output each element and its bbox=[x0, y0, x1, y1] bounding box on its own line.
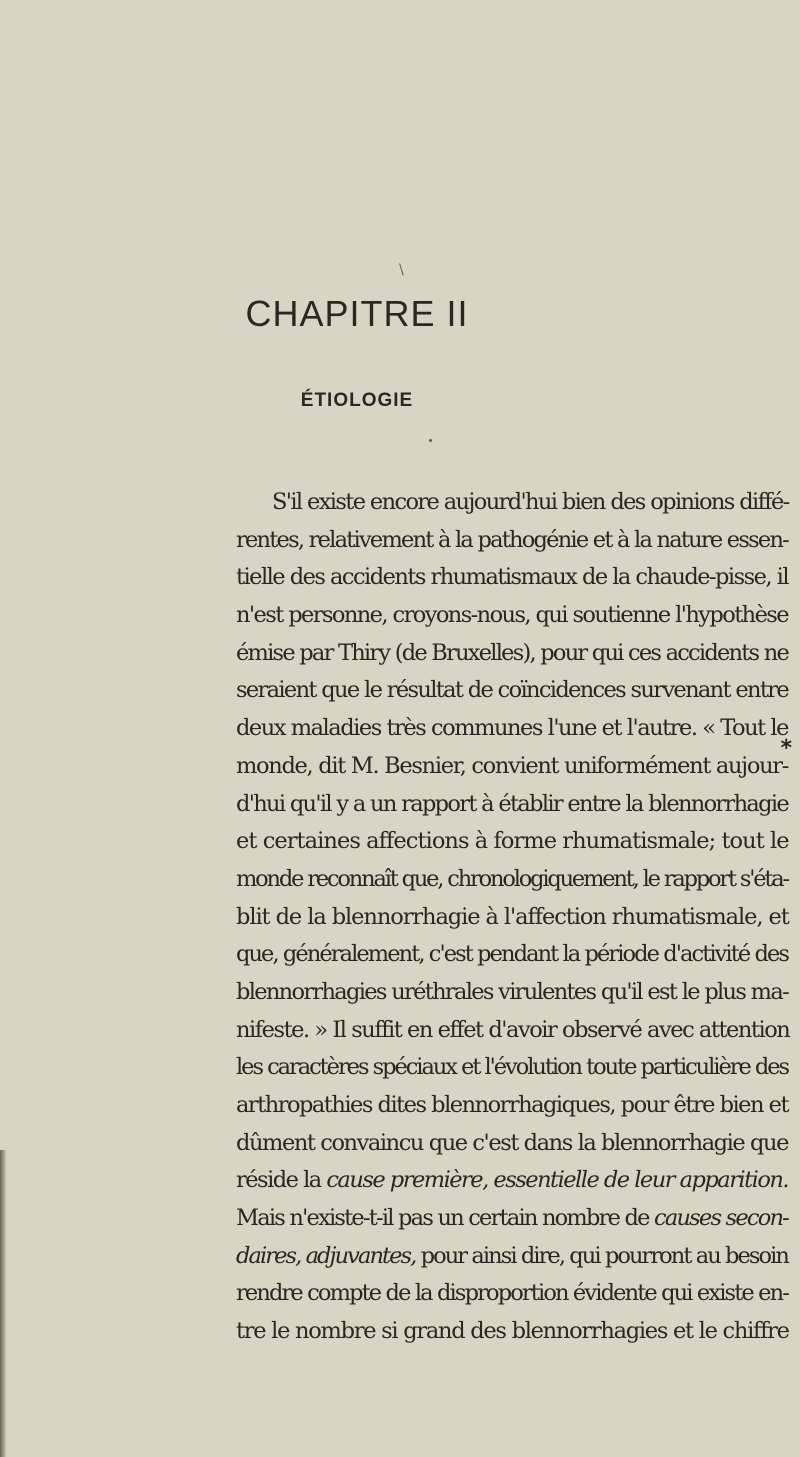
text-line: d'hui qu'il y a un rapport à établir entre la blennorrhagie bbox=[236, 790, 788, 817]
text-segment: pour ainsi dire, qui pourront au besoin bbox=[415, 1242, 788, 1269]
ink-dot bbox=[429, 439, 432, 442]
text-line: tre le nombre si grand des blennorrhagies et le chiffre bbox=[236, 1318, 789, 1345]
section-heading: ÉTIOLOGIE bbox=[300, 390, 414, 411]
text-segment: réside la bbox=[236, 1167, 327, 1194]
text-line: S'il existe encore aujourd'hui bien des opinions diffé- bbox=[272, 489, 789, 515]
text-line: blit de la blennorrhagie à l'affection rhumatismale, et bbox=[236, 903, 789, 930]
chapter-heading: CHAPITRE II bbox=[245, 293, 469, 334]
text-line: seraient que le résultat de coïncidences survenant entre bbox=[236, 677, 788, 704]
paragraph-lines bbox=[0, 484, 800, 1351]
text-line: dûment convaincu que c'est dans la blennorrhagie que bbox=[236, 1129, 788, 1156]
margin-asterisk: * bbox=[780, 736, 792, 761]
text-line bbox=[236, 1162, 788, 1200]
text-line bbox=[236, 1238, 788, 1276]
text-line: les caractères spéciaux et l'évolution toute particulière des bbox=[236, 1054, 788, 1081]
text-line: nifeste. » Il suffit en effet d'avoir observé avec attention bbox=[236, 1016, 790, 1043]
text-line bbox=[236, 1200, 788, 1238]
text-line: tielle des accidents rhumatismaux de la chaude-pisse, il bbox=[236, 564, 788, 591]
text-line: n'est personne, croyons-nous, qui soutienne l'hypothèse bbox=[236, 602, 788, 629]
text-line: arthropathies dites blennorrhagiques, pour être bien et bbox=[236, 1092, 788, 1118]
italic-segment: daires, adjuvantes, bbox=[236, 1242, 416, 1269]
italic-segment: causes secon- bbox=[654, 1205, 789, 1232]
italic-segment: cause première, essentielle de leur apparition. bbox=[326, 1167, 788, 1194]
text-line: monde reconnaît que, chronologiquement, le rapport s'éta- bbox=[236, 865, 788, 892]
text-line: et certaines affections à forme rhumatismale; tout le bbox=[236, 828, 789, 855]
text-line: que, généralement, c'est pendant la période d'activité des bbox=[236, 941, 788, 968]
text-line: rentes, relativement à la pathogénie et à la nature essen- bbox=[236, 526, 788, 553]
text-line: monde, dit M. Besnier, convient uniformément aujour- bbox=[236, 752, 788, 779]
margin-tick: \ bbox=[399, 262, 404, 278]
text-line: deux maladies très communes l'une et l'autre. « Tout le bbox=[236, 715, 788, 742]
body-paragraph bbox=[0, 484, 800, 1351]
text-line: émise par Thiry (de Bruxelles), pour qui ces accidents ne bbox=[236, 639, 788, 666]
text-line: rendre compte de la disproportion évidente qui existe en- bbox=[236, 1280, 788, 1307]
text-line: blennorrhagies uréthrales virulentes qu'il est le plus ma- bbox=[236, 978, 788, 1005]
text-segment: Mais n'existe-t-il pas un certain nombre de bbox=[236, 1205, 654, 1232]
